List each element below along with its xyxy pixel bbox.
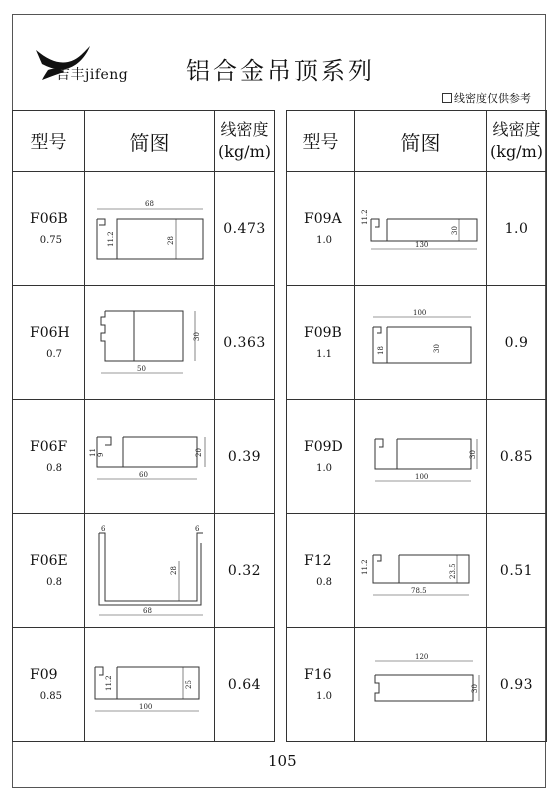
table-row xyxy=(13,286,275,400)
table-row xyxy=(287,286,547,400)
svg-text:25: 25 xyxy=(184,679,193,689)
header-density: 线密度 (kg/m) xyxy=(215,111,275,172)
svg-text:100: 100 xyxy=(412,308,426,317)
model-cell: F09B 1.1 xyxy=(287,286,355,400)
density-value: 0.363 xyxy=(215,286,275,400)
table-row xyxy=(13,514,275,628)
svg-text:30: 30 xyxy=(432,343,441,353)
svg-text:11.2: 11.2 xyxy=(106,230,115,247)
profile-diagram xyxy=(355,172,487,286)
svg-text:100: 100 xyxy=(138,702,152,711)
profile-diagram xyxy=(85,286,215,400)
svg-text:30: 30 xyxy=(468,449,477,459)
svg-text:68: 68 xyxy=(142,606,152,615)
svg-text:11.2: 11.2 xyxy=(360,208,369,225)
density-value: 0.9 xyxy=(487,286,547,400)
density-value: 1.0 xyxy=(487,172,547,286)
density-value: 0.93 xyxy=(487,628,547,742)
checkbox-square-icon xyxy=(442,93,452,103)
table-row xyxy=(287,628,547,742)
table-row xyxy=(13,400,275,514)
page-number: 105 xyxy=(268,752,297,770)
profile-diagram xyxy=(355,286,487,400)
profile-diagram xyxy=(85,400,215,514)
svg-text:11.2: 11.2 xyxy=(360,558,369,575)
svg-text:11: 11 xyxy=(88,447,97,457)
svg-text:20: 20 xyxy=(194,447,203,457)
svg-text:11.2: 11.2 xyxy=(104,674,113,691)
profile-diagram xyxy=(85,514,215,628)
model-cell: F06H 0.7 xyxy=(13,286,85,400)
model-cell: F16 1.0 xyxy=(287,628,355,742)
table-row xyxy=(13,628,275,742)
svg-text:50: 50 xyxy=(136,364,146,373)
model-cell: F09D 1.0 xyxy=(287,400,355,514)
svg-text:120: 120 xyxy=(414,652,428,661)
model-cell: F12 0.8 xyxy=(287,514,355,628)
profile-diagram xyxy=(85,628,215,742)
svg-text:100: 100 xyxy=(414,472,428,481)
profile-table-right xyxy=(286,110,547,742)
profile-diagram xyxy=(85,172,215,286)
profile-diagram xyxy=(355,514,487,628)
table-row xyxy=(13,172,275,286)
table-row xyxy=(287,400,547,514)
header-density: 线密度 (kg/m) xyxy=(487,111,547,172)
svg-text:30: 30 xyxy=(192,331,201,341)
header-model: 型号 xyxy=(287,111,355,172)
header-diagram: 简图 xyxy=(85,111,215,172)
svg-text:68: 68 xyxy=(144,199,154,208)
density-value: 0.39 xyxy=(215,400,275,514)
svg-text:28: 28 xyxy=(166,235,175,245)
header-model: 型号 xyxy=(13,111,85,172)
density-note: 线密度仅供参考 xyxy=(442,90,531,106)
profile-table-left xyxy=(12,110,275,742)
profile-diagram xyxy=(355,628,487,742)
svg-text:78.5: 78.5 xyxy=(410,586,427,595)
model-cell: F09A 1.0 xyxy=(287,172,355,286)
svg-text:30: 30 xyxy=(470,683,479,693)
density-value: 0.32 xyxy=(215,514,275,628)
density-value: 0.473 xyxy=(215,172,275,286)
brand-name: 吉丰jifeng xyxy=(56,67,129,83)
table-row xyxy=(287,172,547,286)
svg-text:6: 6 xyxy=(100,524,105,533)
svg-text:130: 130 xyxy=(414,240,428,249)
svg-text:60: 60 xyxy=(138,470,148,479)
model-cell: F06F 0.8 xyxy=(13,400,85,514)
table-row xyxy=(287,514,547,628)
profile-diagram xyxy=(355,400,487,514)
svg-text:9: 9 xyxy=(96,452,105,457)
svg-text:30: 30 xyxy=(450,225,459,235)
model-cell: F06E 0.8 xyxy=(13,514,85,628)
page-title: 铝合金吊顶系列 xyxy=(186,57,375,85)
model-cell: F06B 0.75 xyxy=(13,172,85,286)
header-diagram: 简图 xyxy=(355,111,487,172)
model-cell: F09 0.85 xyxy=(13,628,85,742)
density-value: 0.51 xyxy=(487,514,547,628)
density-value: 0.64 xyxy=(215,628,275,742)
svg-text:23.5: 23.5 xyxy=(448,562,457,579)
density-value: 0.85 xyxy=(487,400,547,514)
svg-text:6: 6 xyxy=(194,524,199,533)
svg-text:28: 28 xyxy=(169,565,178,575)
svg-text:18: 18 xyxy=(376,345,385,355)
